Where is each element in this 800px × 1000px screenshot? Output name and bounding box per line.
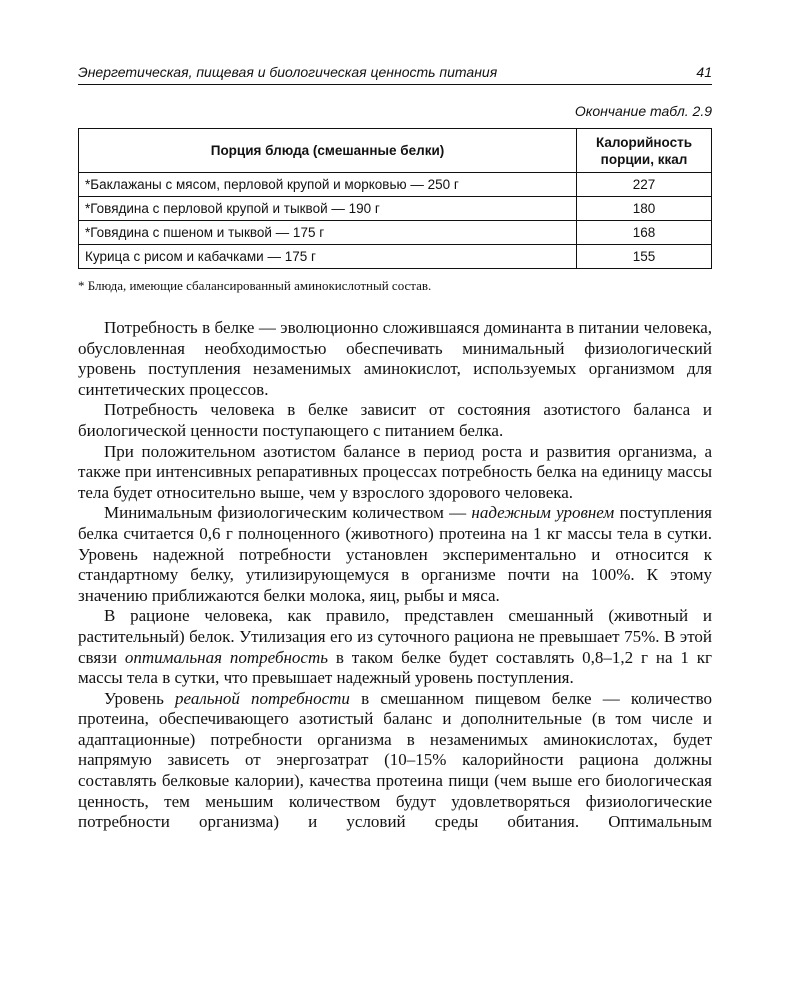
dish-cell: *Баклажаны с мясом, перловой крупой и морковью — 250 г bbox=[79, 173, 577, 197]
paragraph-1: Потребность в белке — эволюционно сложившаяся доминанта в питании человека, обусловленная необходимостью обеспечивать минимальный физиологический уровень поступления незаменимых аминокислот, используемых организмом для синтетических процессов. bbox=[78, 318, 712, 399]
paragraph-6-text-a: Уровень bbox=[104, 688, 175, 708]
table-row bbox=[79, 173, 712, 197]
paragraph-6 bbox=[78, 689, 712, 833]
paragraph-2: Потребность человека в белке зависит от состояния азотистого баланса и биологической ценности поступающего с питанием белка. bbox=[78, 400, 712, 440]
table-row bbox=[79, 221, 712, 245]
kcal-cell: 155 bbox=[577, 245, 712, 269]
body-text bbox=[78, 318, 712, 833]
kcal-cell: 227 bbox=[577, 173, 712, 197]
page-number: 41 bbox=[696, 64, 712, 80]
paragraph-5 bbox=[78, 606, 712, 688]
column-header-kcal-line2: порции, ккал bbox=[600, 151, 688, 167]
table-row bbox=[79, 245, 712, 269]
paragraph-3: При положительном азотистом балансе в период роста и развития организма, а также при интенсивных репаративных процессах потребность белка на единицу массы тела будет относительно выше, чем у взрослого здорового человека. bbox=[78, 441, 712, 502]
dish-cell: *Говядина с перловой крупой и тыквой — 190 г bbox=[79, 197, 577, 221]
column-header-dish: Порция блюда (смешанные белки) bbox=[79, 129, 577, 173]
dish-cell: *Говядина с пшеном и тыквой — 175 г bbox=[79, 221, 577, 245]
table-footnote: * Блюда, имеющие сбалансированный аминокислотный состав. bbox=[78, 278, 432, 293]
term-real-need: реальной потребности bbox=[175, 688, 350, 708]
kcal-cell: 180 bbox=[577, 197, 712, 221]
running-header bbox=[78, 62, 712, 85]
paragraph-4-text-b: поступления белка считается 0,6 г полноценного (животного) протеина на 1 кг массы тела в сутки. Уровень надежной потребности установлен экспериментально и относится к стандартному белку, утилизирующемуся в организме почти на 100%. К этому значению приближаются белки молока, яиц, рыбы и мяса. bbox=[78, 503, 712, 605]
term-reliable-level: надежным уровнем bbox=[471, 503, 615, 523]
calorie-table bbox=[78, 128, 712, 269]
paragraph-5-text-a: В рационе человека, как правило, представлен смешанный (животный и растительный) белок. Утилизация его из суточного рациона не превышает 75%. В этой связи bbox=[78, 606, 712, 667]
paragraph-5-text-b: в таком белке будет составлять 0,8–1,2 г на 1 кг массы тела в сутки, что превышает надежный уровень поступления. bbox=[78, 647, 712, 688]
column-header-kcal bbox=[577, 129, 712, 173]
dish-cell: Курица с рисом и кабачками — 175 г bbox=[79, 245, 577, 269]
column-header-kcal-line1: Калорийность bbox=[595, 134, 693, 150]
term-optimal-need: оптимальная потребность bbox=[124, 647, 328, 667]
paragraph-4 bbox=[78, 503, 712, 606]
kcal-cell: 168 bbox=[577, 221, 712, 245]
table-caption: Окончание табл. 2.9 bbox=[574, 103, 712, 119]
paragraph-4-text-a: Минимальным физиологическим количеством — bbox=[104, 503, 472, 523]
table-header-row bbox=[79, 129, 712, 173]
table-row bbox=[79, 197, 712, 221]
paragraph-6-text-b: в смешанном пищевом белке — количество протеина, обеспечивающего азотистый баланс и дополнительные (в том числе и адаптационные) потребности организма в незаменимых аминокислотах, будет напрямую зависеть от энергозатрат (10–15% калорийности рациона должны составлять белковые калории), качества протеина пищи (чем выше его биологическая ценность, тем меньшим количеством будут удовлетворяться физиологические потребности организма) и условий среды обитания. Оптимальным bbox=[78, 688, 712, 832]
header-title: Энергетическая, пищевая и биологическая ценность питания bbox=[78, 64, 498, 80]
